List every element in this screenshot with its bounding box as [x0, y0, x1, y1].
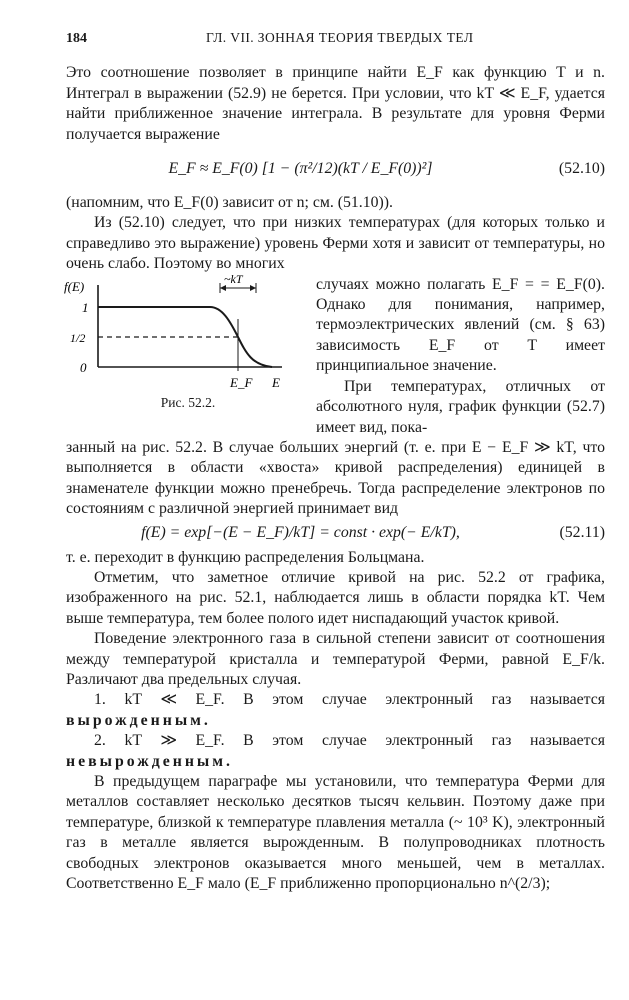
paragraph-7: Поведение электронного газа в сильной степени зависит от соотношения между температурой кристалла и температурой Ферми, равной E_F/k. Различают два предельных случая. — [66, 630, 605, 688]
formula-52-11 — [66, 522, 605, 546]
figure-caption: Рис. 52.2. — [160, 394, 216, 410]
case-1-text: 1. kT ≪ E_F. В этом случае электронный газ называется — [94, 691, 605, 709]
equation-number: (52.10) — [558, 159, 605, 177]
x-axis-label: E — [272, 374, 280, 390]
fermi-distribution-plot — [60, 275, 316, 391]
paragraph-4-rest: занный на рис. 52.2. В случае больших энергий (т. е. при E − E_F ≫ kT, что выполняется в области «хвоста» кривой распределения) единицей в знаменателе функции можно пренебречь. Тогда распределение электронов по состояниям с различной энергией принимает вид — [66, 438, 605, 518]
formula-52-10 — [66, 147, 605, 191]
origin-label: 0 — [80, 359, 87, 375]
page-number: 184 — [66, 31, 87, 46]
tick-half: 1/2 — [70, 330, 86, 345]
paragraph-2: (напомним, что E_F(0) зависит от n; см. (51.10)). — [66, 194, 393, 212]
y-axis-label: f(E) — [64, 278, 85, 294]
case-2-text: 2. kT ≫ E_F. В этом случае электронный газ называется — [94, 732, 605, 750]
paragraph-3-side: случаях можно полагать E_F = = E_F(0). Однако для понимания, например, термоэлектрических явлений (см. § 63) зависимость E_F от T имеет принципиальное значение. — [316, 275, 605, 375]
paragraph-8: В предыдущем параграфе мы установили, что температура Ферми для металлов составляет несколько десятков тысяч кельвин. Поэтому даже при температуре, близкой к температуре плавления металла (~ 10³ K), электронный газ в металле является вырожденным. В полупроводниках плотность свободных электронов оказывается много меньшей, чем в металлах. Соответственно E_F мало (E_F приближенно пропорционально n^(2/3); — [66, 773, 605, 893]
formula-expression: f(E) = exp[−(E − E_F)/kT] = const · exp(− E/kT), — [141, 524, 460, 542]
paragraph-4-side: При температурах, отличных от абсолютного нуля, график функции (52.7) имеет вид, пока- — [316, 377, 605, 436]
paragraph-3: Из (52.10) следует, что при низких температурах (для которых только и справедливо это выражение) уровень Ферми хотя и зависит от температуры, но очень слабо. Поэтому во многих — [66, 214, 605, 273]
formula-expression: E_F ≈ E_F(0) [1 − (π²/12)(kT / E_F(0))²] — [168, 159, 433, 177]
equation-number: (52.11) — [559, 524, 605, 542]
case-1 — [66, 690, 605, 731]
paragraph-1: Это соотношение позволяет в принципе найти E_F как функцию T и n. Интеграл в выражении (52.9) не берется. При условии, что kT ≪ E_F, удается найти приближенное значение интеграла. В результате для уровня Ферми получается выражение — [66, 64, 605, 143]
figure-side-text — [316, 275, 605, 438]
kt-width-label: ~kT — [224, 274, 243, 286]
tick-one: 1 — [82, 299, 89, 315]
running-title: ГЛ. VII. ЗОННАЯ ТЕОРИЯ ТВЕРДЫХ ТЕЛ — [206, 30, 474, 45]
kt-arrow-right-icon — [250, 285, 256, 291]
fermi-label: E_F — [230, 374, 253, 390]
case-2 — [66, 731, 605, 772]
distribution-curve — [98, 307, 272, 367]
figure-wrap — [66, 275, 605, 438]
page-header — [66, 28, 605, 49]
paragraph-6: Отметим, что заметное отличие кривой на рис. 52.2 от графика, изображенного на рис. 52.1, наблюдается лишь в области порядка kT. Чем выше температура, тем более полого идет ниспадающий участок кривой. — [66, 568, 605, 627]
case-1-term: вырожденным. — [66, 711, 211, 729]
paragraph-5: т. е. переходит в функцию распределения Больцмана. — [66, 548, 425, 566]
case-2-term: невырожденным. — [66, 752, 233, 770]
figure-52-2 — [60, 275, 316, 438]
